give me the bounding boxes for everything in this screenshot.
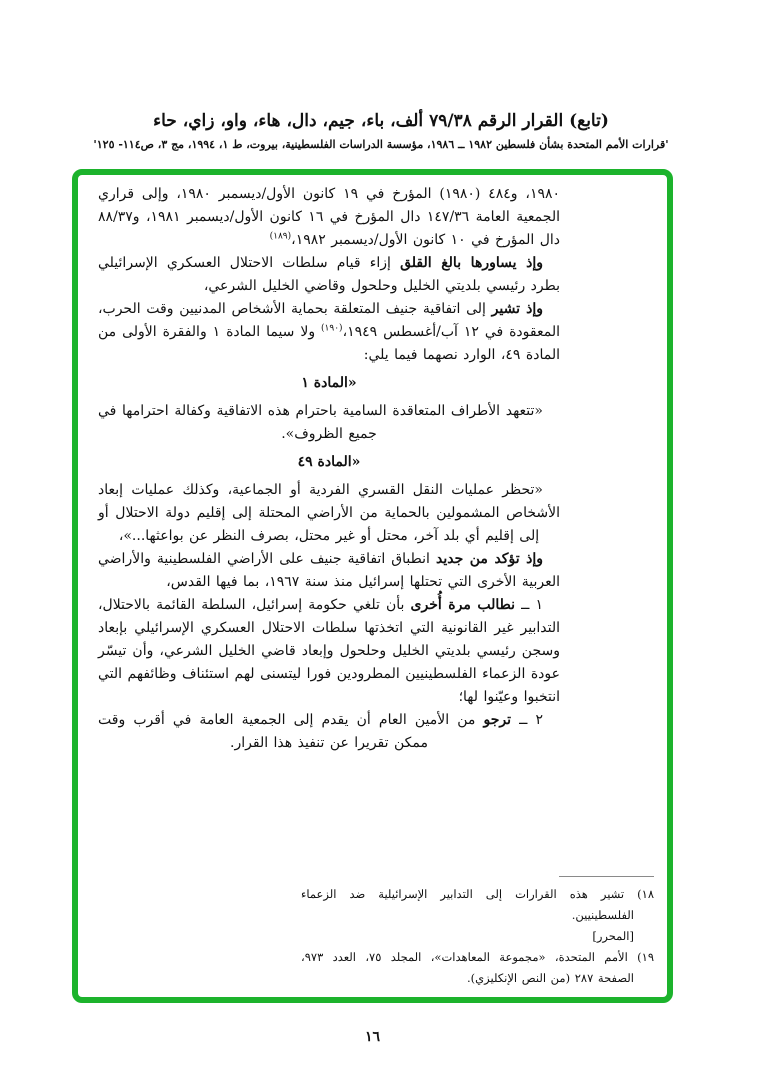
footnote-19: [301, 947, 654, 989]
paragraph-text: إزاء قيام سلطات الاحتلال العسكري الإسرائيلي بطرد رئيسي بلديتي الخليل وحلحول وقاضي الخليل الشرعي،: [98, 255, 560, 294]
paragraph-text: من الأمين العام أن يقدم إلى الجمعية العامة في أقرب وقت ممكن تقريرا عن تنفيذ هذا القرار.: [98, 712, 484, 751]
paragraph-reaffirming: [98, 548, 560, 594]
footnote-text: الأمم المتحدة، «مجموعة المعاهدات»، المجلد ٧٥، العدد ٩٧٣، الصفحة ٢٨٧ (من النص الإنكليزي).: [301, 950, 634, 985]
resolution-title: (تابع) القرار الرقم ٧٩/٣٨ ألف، باء، جيم، دال، هاء، واو، زاي، حاء: [153, 111, 609, 131]
footnote-number: ١٩): [637, 950, 654, 964]
paragraph-text: ١٩٨٠، و٤٨٤ (١٩٨٠) المؤرخ في ١٩ كانون الأول/ديسمبر ١٩٨٠، وإلى قراري الجمعية العامة ١٤٧/٣٦ دال المؤرخ في ١٦ كانون الأول/ديسمبر ١٩٨١، و٨٨/٣٧ دال المؤرخ في ١٠ كانون الأول/ديسمبر ١٩٨٢،: [98, 186, 561, 248]
footnote-editor-mark: [المحرر]: [592, 929, 634, 943]
source-citation-line: 'قرارات الأمم المتحدة بشأن فلسطين ١٩٨٢ ــ ١٩٨٦، مؤسسة الدراسات الفلسطينية، بيروت، ط ١، ١٩٩٤، مج ٣، ص١١٤- ١٢٥': [93, 138, 669, 151]
paragraph-number: ١ ــ: [515, 597, 543, 613]
article-1-heading: «المادة ١: [301, 375, 357, 391]
footnote-ref-189: (١٨٩): [269, 231, 292, 242]
paragraph-lead: وإذ تؤكد من جديد: [436, 551, 543, 567]
page-header: [0, 0, 762, 151]
footnote-number: ١٨): [637, 887, 654, 901]
resolution-body: [98, 183, 560, 755]
paragraph-number: ٢ ــ: [511, 712, 543, 728]
paragraph-text: بأن تلغي حكومة إسرائيل، السلطة القائمة بالاحتلال، التدابير غير القانونية التي اتخذتها سلطات الاحتلال العسكري الإسرائيلي بإبعاد وسجن رئيسي بلديتي الخليل وحلحول وإبعاد قاضي الخليل الشرعي، وأن تيسّر عودة الزعماء الفلسطينيين المطرودين فورا ليتسنى لهم استئناف وظائفهم التي انتخبوا وعيّنوا لها؛: [98, 597, 560, 705]
highlight-box: [72, 169, 673, 1003]
paragraph-recalling-resolutions: [98, 183, 560, 252]
paragraph-lead: وإذ تشير: [491, 301, 543, 317]
paragraph-geneva-convention: [98, 298, 560, 367]
paragraph-lead: نطالب مرة أُخرى: [410, 597, 516, 613]
footnote-ref-190: (١٩٠): [321, 323, 343, 334]
operative-paragraph-1: [98, 594, 560, 709]
page-number: ١٦: [364, 1029, 381, 1045]
article-1-quote: «تتعهد الأطراف المتعاقدة السامية باحترام هذه الاتفاقية وكفالة احترامها في جميع الظروف».: [98, 403, 543, 442]
footnote-separator-rule: [559, 876, 654, 877]
paragraph-lead: وإذ يساورها بالغ القلق: [400, 255, 543, 271]
paragraph-lead: ترجو: [483, 712, 512, 728]
paragraph-text: ولا سيما المادة ١ والفقرة الأولى من المادة ٤٩، الوارد نصهما فيما يلي:: [98, 324, 560, 363]
footnote-18: [301, 884, 654, 947]
paragraph-text: إلى اتفاقية جنيف المتعلقة بحماية الأشخاص المدنيين وقت الحرب، المعقودة في ١٢ آب/أغسطس ١٩٤٩،: [98, 301, 560, 340]
footnotes-section: [78, 876, 667, 989]
article-49-quote: «تحظر عمليات النقل القسري الفردية أو الجماعية، وكذلك عمليات إبعاد الأشخاص المشمولين بالحماية من الأراضي المحتلة إلى إقليم دولة الاحتلال أو إلى إقليم أي بلد آخر، محتل أو غير محتل، بصرف النظر عن بواعثها...»،: [98, 482, 560, 544]
footnote-text: تشير هذه القرارات إلى التدابير الإسرائيلية ضد الزعماء الفلسطينيين.: [301, 887, 634, 922]
operative-paragraph-2: [98, 709, 560, 755]
paragraph-concern: [98, 252, 560, 298]
article-49-heading: «المادة ٤٩: [297, 454, 361, 470]
paragraph-text: انطباق اتفاقية جنيف على الأراضي الفلسطينية والأراضي العربية الأخرى التي تحتلها إسرائيل منذ سنة ١٩٦٧، بما فيها القدس،: [98, 551, 560, 590]
